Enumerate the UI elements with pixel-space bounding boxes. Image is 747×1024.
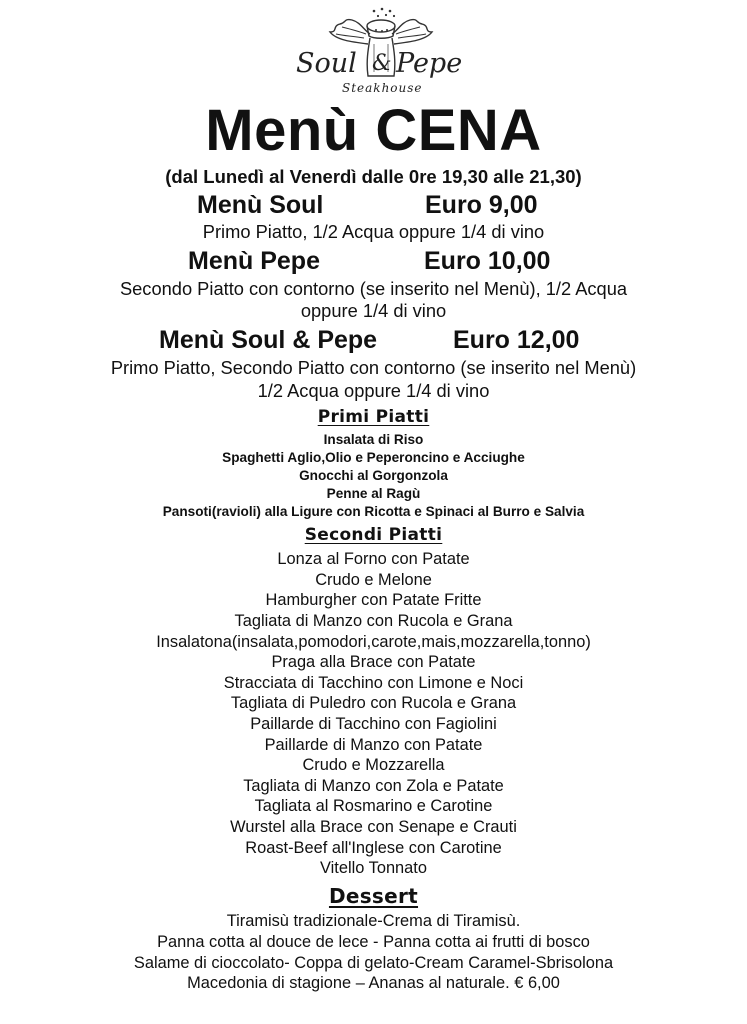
menu-pepe-description-line-2: oppure 1/4 di vino: [300, 300, 447, 321]
menu-price: Euro 12,00: [453, 326, 580, 354]
secondi-item: Roast-Beef all'Inglese con Carotine: [245, 839, 502, 857]
secondi-item: Tagliata al Rosmarino e Carotine: [254, 797, 493, 815]
menu-pepe-description-line-1: Secondo Piatto con contorno (se inserito nel Menù), 1/2 Acqua: [119, 278, 628, 299]
svg-text:Steakhouse: Steakhouse: [342, 81, 423, 95]
secondi-item: Lonza al Forno con Patate: [277, 550, 470, 568]
primi-item: Spaghetti Aglio,Olio e Peperoncino e Acciughe: [222, 450, 525, 465]
primi-item: Penne al Ragù: [326, 486, 421, 501]
svg-text:&: &: [372, 51, 392, 76]
menu-soul-description: Primo Piatto, 1/2 Acqua oppure 1/4 di vino: [202, 221, 545, 242]
secondi-item: Crudo e Melone: [315, 571, 432, 589]
dessert-item: Salame di cioccolato- Coppa di gelato-Cream Caramel-Sbrisolona: [133, 954, 614, 972]
menu-name: Menù Soul & Pepe: [159, 326, 378, 354]
svg-text:Pepe: Pepe: [396, 48, 463, 79]
secondi-item: Insalatona(insalata,pomodori,carote,mais,mozzarella,tonno): [156, 633, 591, 651]
secondi-item: Hamburgher con Patate Fritte: [265, 591, 482, 609]
page-title: Menù CENA: [205, 98, 542, 163]
dessert-item: Panna cotta al douce de lece - Panna cotta ai frutti di bosco: [157, 933, 590, 951]
secondi-item: Wurstel alla Brace con Senape e Crauti: [230, 818, 517, 836]
menu-soul-row: [0, 188, 747, 222]
soul-pepe-logo: [290, 4, 470, 96]
primi-item: Insalata di Riso: [323, 432, 424, 447]
secondi-section-title: Secondi Piatti: [304, 525, 443, 545]
menu-price: Euro 10,00: [424, 247, 551, 275]
dessert-section-title: Dessert: [328, 884, 419, 908]
menu-soul-pepe-description-line-2: 1/2 Acqua oppure 1/4 di vino: [257, 380, 490, 401]
secondi-item: Crudo e Mozzarella: [302, 756, 445, 774]
service-hours: (dal Lunedì al Venerdì dalle 0re 19,30 alle 21,30): [165, 166, 582, 187]
primi-item: Pansoti(ravioli) alla Ligure con Ricotta e Spinaci al Burro e Salvia: [162, 504, 585, 519]
menu-soul-pepe-row: [0, 323, 747, 357]
secondi-item: Stracciata di Tacchino con Limone e Noci: [223, 674, 524, 692]
secondi-item: Tagliata di Manzo con Zola e Patate: [243, 777, 504, 795]
primi-item: Gnocchi al Gorgonzola: [299, 468, 448, 483]
secondi-item: Praga alla Brace con Patate: [271, 653, 476, 671]
menu-name: Menù Soul: [197, 191, 324, 219]
dessert-item: Tiramisù tradizionale-Crema di Tiramisù.: [226, 912, 521, 930]
secondi-item: Tagliata di Puledro con Rucola e Grana: [230, 694, 517, 712]
svg-text:Soul: Soul: [296, 48, 357, 79]
menu-price: Euro 9,00: [425, 191, 538, 219]
secondi-item: Vitello Tonnato: [320, 859, 427, 877]
menu-pepe-row: [0, 244, 747, 278]
menu-name: Menù Pepe: [188, 247, 320, 275]
secondi-item: Tagliata di Manzo con Rucola e Grana: [234, 612, 513, 630]
menu-soul-pepe-description-line-1: Primo Piatto, Secondo Piatto con contorno (se inserito nel Menù): [110, 357, 637, 378]
primi-section-title: Primi Piatti: [317, 407, 430, 427]
dessert-item: Macedonia di stagione – Ananas al naturale. € 6,00: [187, 974, 560, 992]
secondi-item: Paillarde di Tacchino con Fagiolini: [250, 715, 497, 733]
angel-salt-shaker-icon: [290, 4, 470, 96]
secondi-item: Paillarde di Manzo con Patate: [264, 736, 483, 754]
